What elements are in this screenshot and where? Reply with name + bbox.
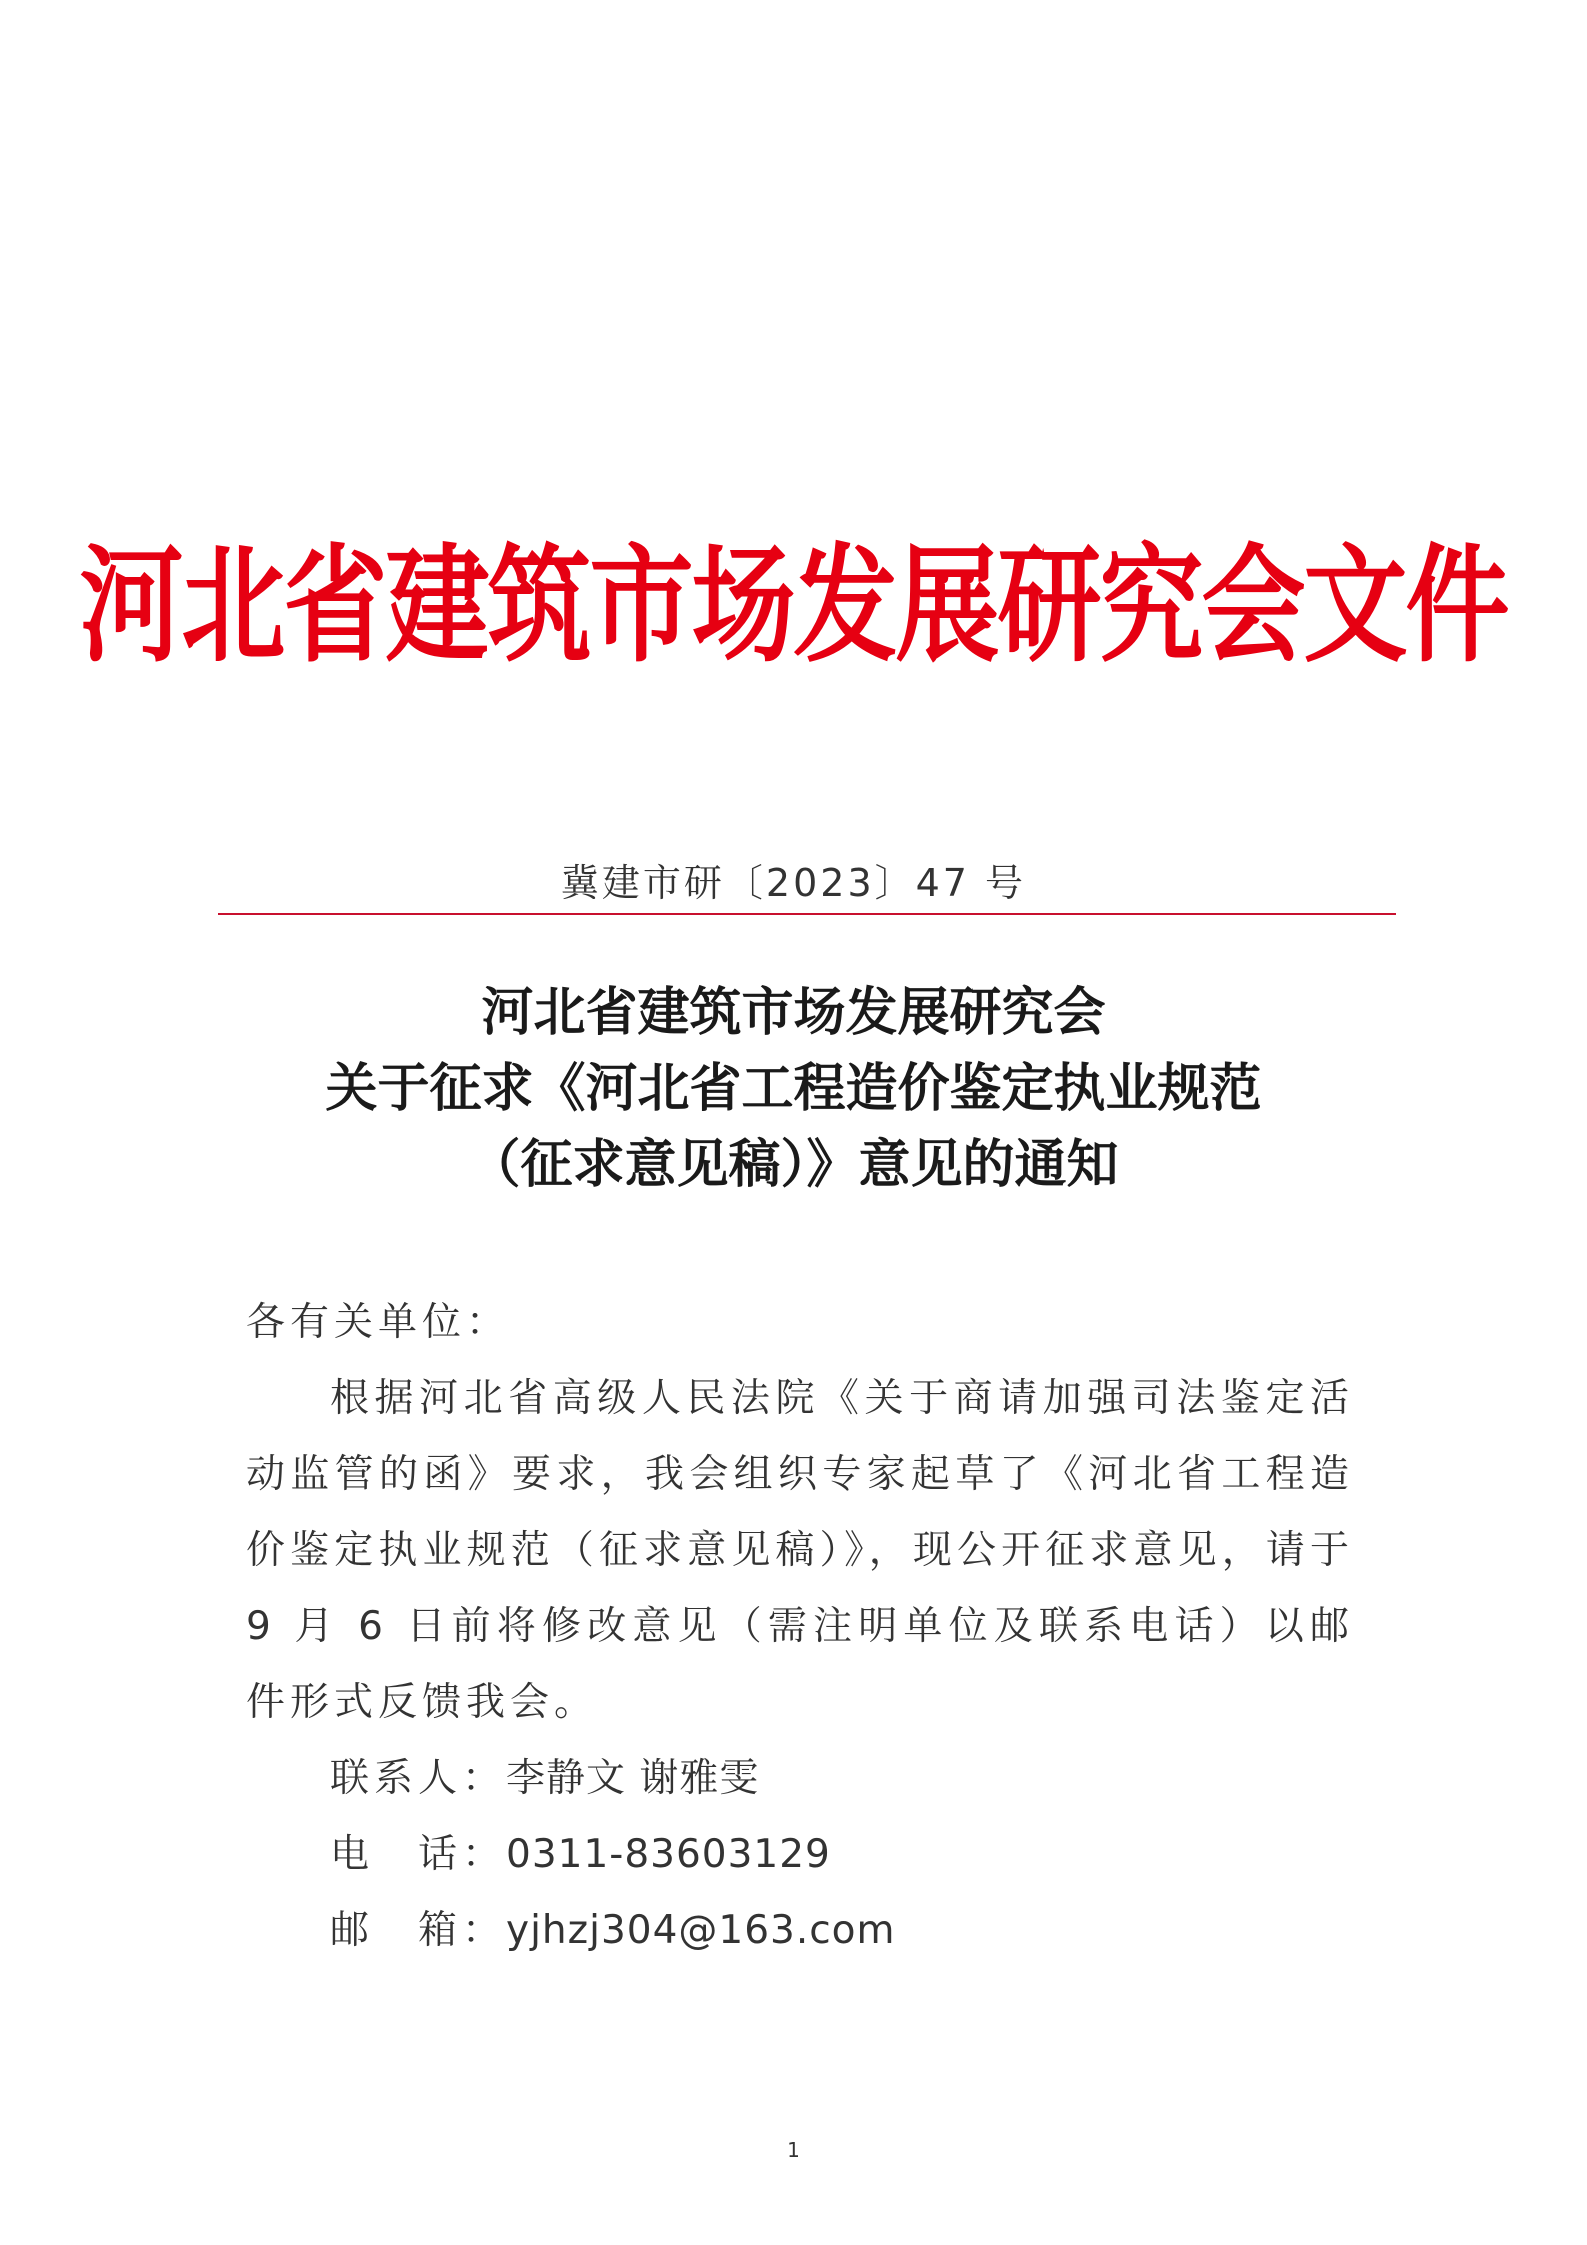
contact-phone-label: 电 话： (330, 1832, 507, 1877)
title-line-3: （征求意见稿）》意见的通知 (468, 1134, 1119, 1195)
red-divider-line (218, 913, 1396, 915)
body-paragraph: 根据河北省高级人民法院《关于商请加强司法鉴定活动监管的函》要求，我会组织专家起草了《河北省工程造价鉴定执业规范（征求意见稿）》，现公开征求意见，请于 9 月 6 日前将修改意见（需注明单位及联系电话）以邮件形式反馈我会。 (246, 1376, 1354, 1725)
salutation: 各有关单位： (246, 1300, 511, 1345)
notice-title (0, 975, 1587, 1203)
title-line-1: 河北省建筑市场发展研究会 (481, 982, 1106, 1043)
contact-email-label: 邮 箱： (330, 1908, 507, 1953)
contact-email-row (246, 1893, 1354, 1969)
document-number: 冀建市研〔2023〕47 号 (560, 861, 1027, 905)
contact-person-label: 联系人： (330, 1756, 507, 1801)
contact-phone-value: 0311-83603129 (506, 1832, 831, 1877)
contact-email-value: yjhzj304@163.com (506, 1908, 896, 1953)
contact-person-value: 李静文 谢雅雯 (506, 1756, 760, 1801)
masthead-title: 河北省建筑市场发展研究会文件 (79, 529, 1508, 680)
contact-person-row (246, 1741, 1354, 1817)
contact-phone-row (246, 1817, 1354, 1893)
title-line-2: 关于征求《河北省工程造价鉴定执业规范 (325, 1058, 1262, 1119)
notice-body (246, 1285, 1354, 1969)
page-number: 1 (787, 2138, 800, 2162)
